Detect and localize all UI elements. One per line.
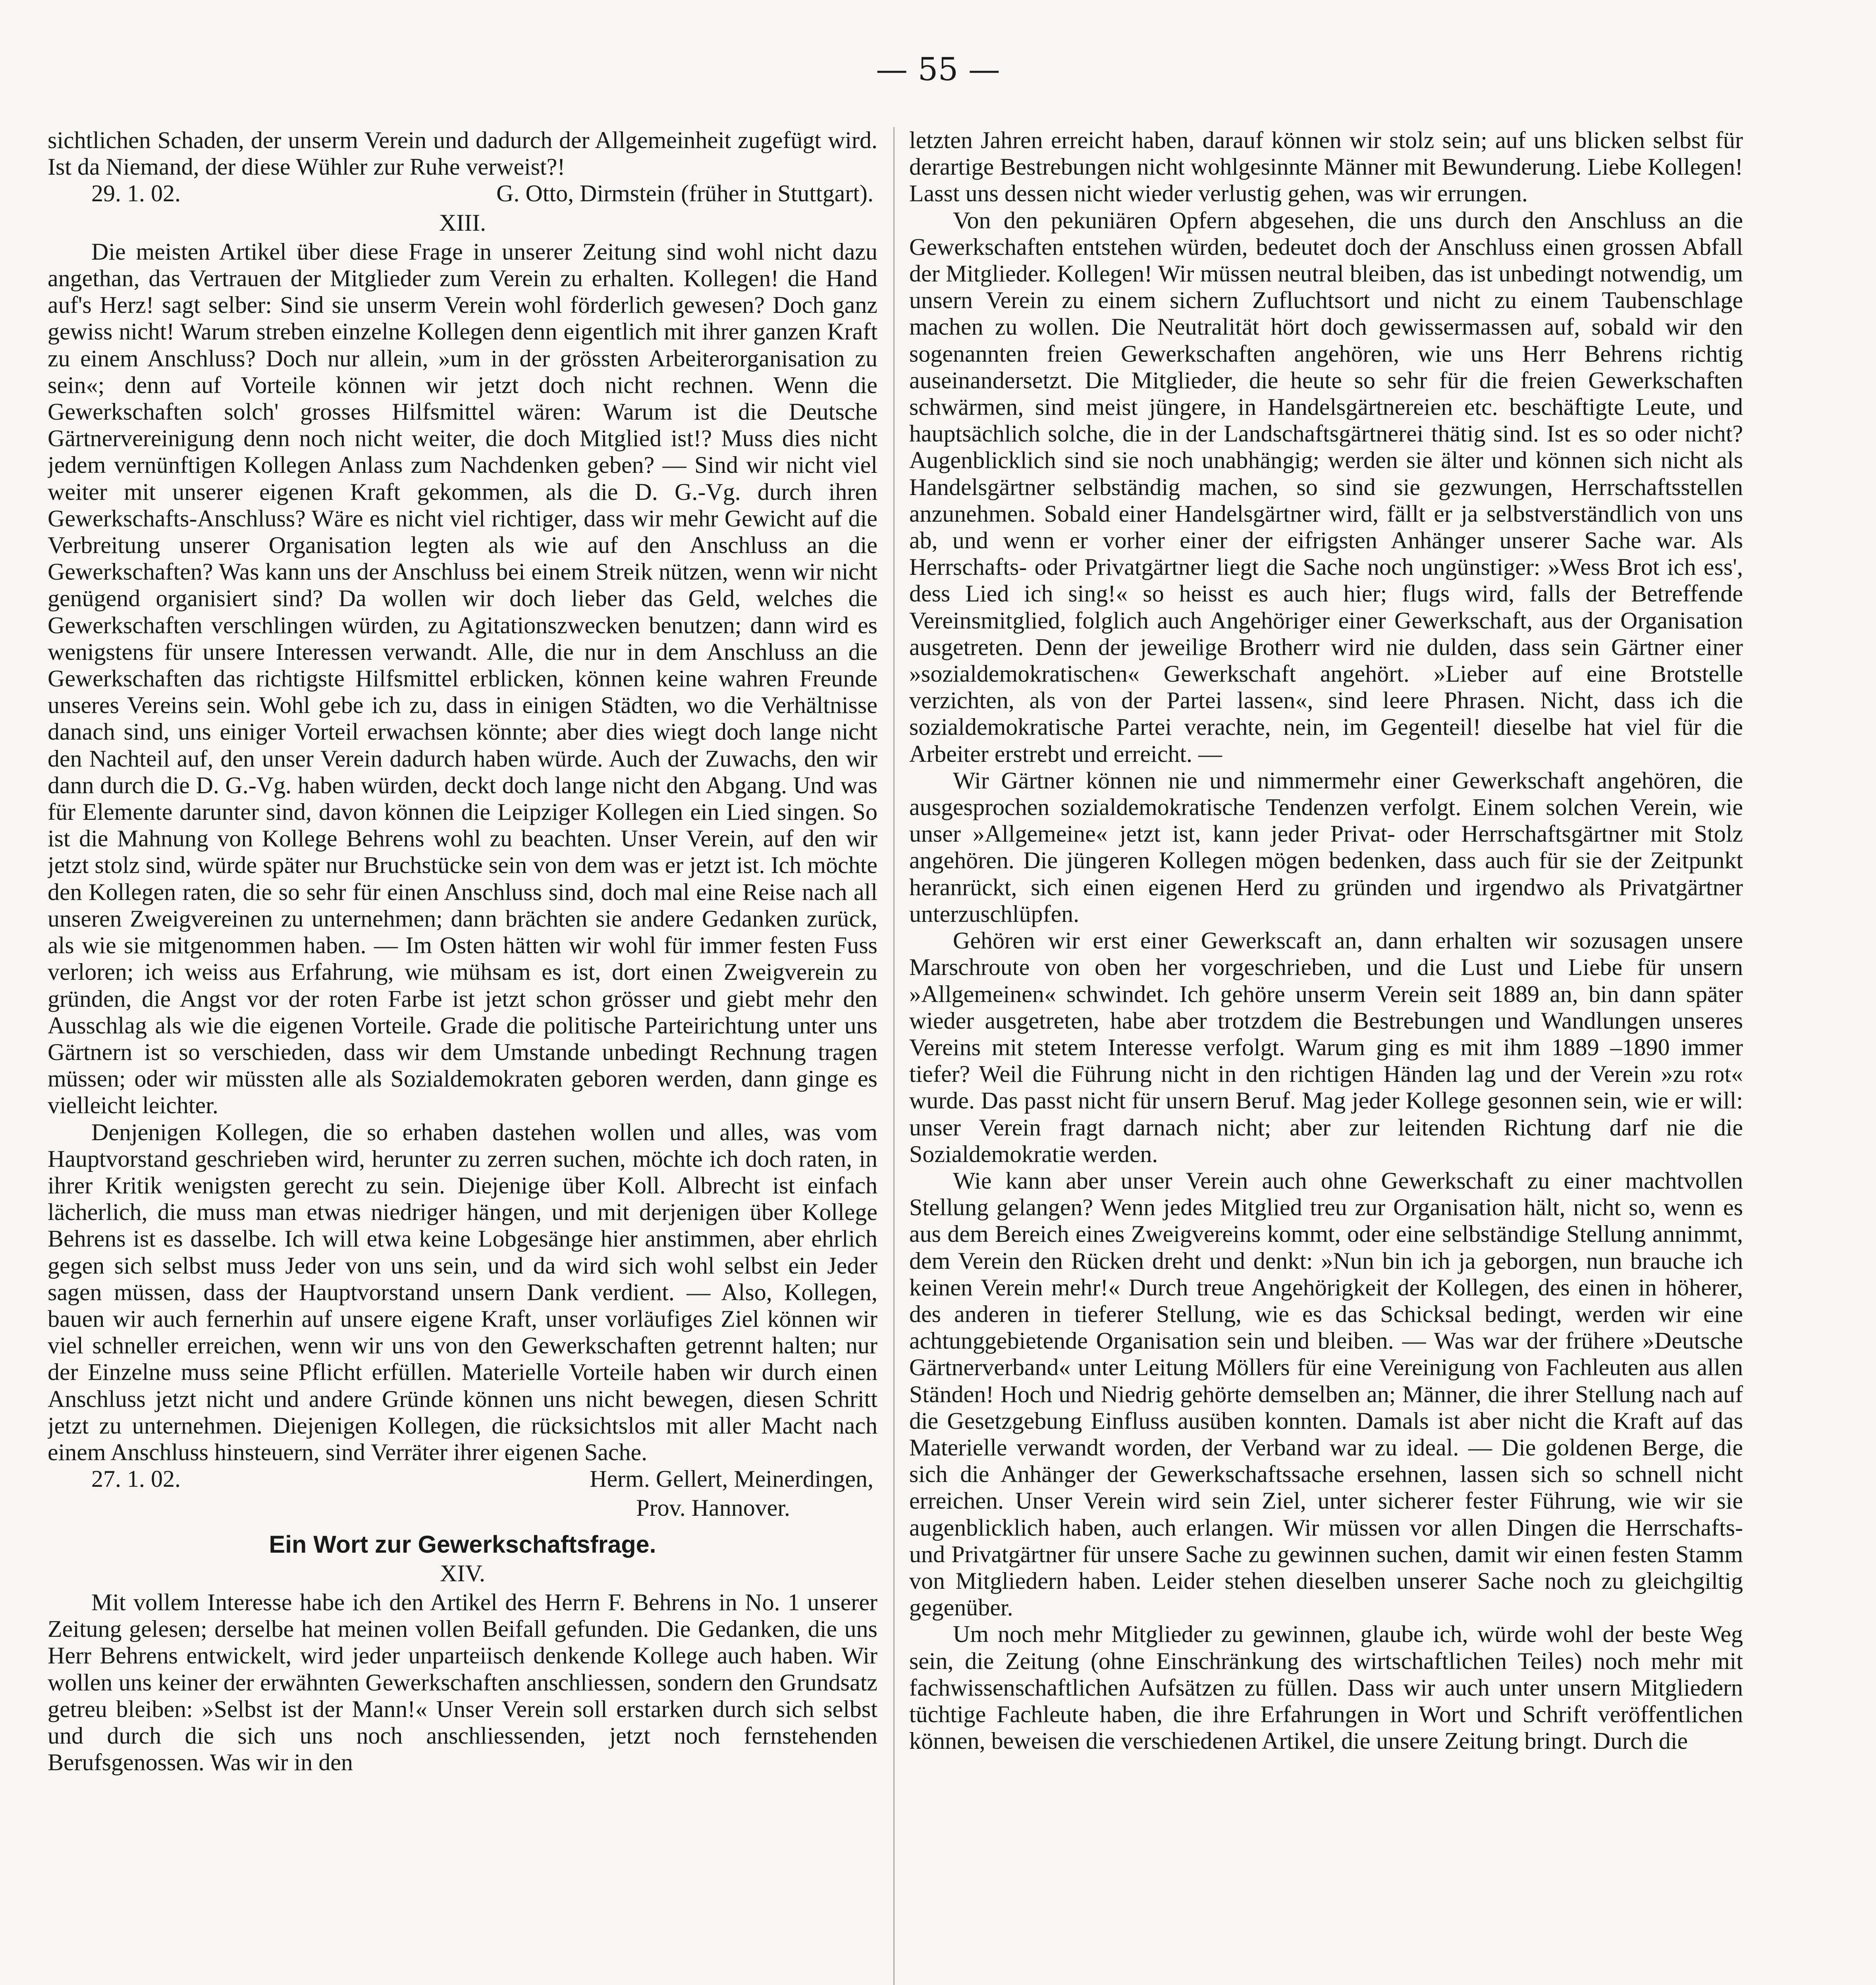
paragraph-right-5: Wie kann aber unser Verein auch ohne Gewerkschaft zu einer machtvollen Stellung gelangen? Wenn jedes Mitglied treu zur Organisation hält, nicht so, wenn es aus dem Bereich eines Zweigvereins kommt, oder eine selbständige Stellung annimmt, dem Verein den Rücken dreht und denkt: »Nun bin ich ja geborgen, nun brauche ich keinen Verein mehr!« Durch treue Angehörigkeit der Kollegen, des einen in höherer, des anderen in tieferer Stellung, wie es das Schicksal bedingt, werden wir eine achtunggebietende Organisation sein und bleiben. — Was war der frühere »Deutsche Gärtnerverband« unter Leitung Möllers für eine Vereinigung von Fachleuten aus allen Ständen! Hoch und Niedrig gehörte demselben an; Männer, die ihrer Stellung nach auf die Gesetzgebung Einfluss ausüben konnten. Damals ist aber nicht die Kraft auf das Materielle verwandt worden, der Verband war zu ideal. — Die goldenen Berge, die sich die Anhänger der Gewerkschaftssache ersehnen, lassen sich so schnell nicht erreichen. Unser Verein wird sein Ziel, unter sicherer fester Führung, wie wir sie augenblicklich haben, auch erlangen. Wir müssen vor allen Dingen die Herrschafts- und Privatgärtner für unsere Sache zu gewinnen suchen, damit wir einen festen Stamm von Mitgliedern haben. Leider stehen dieselben unserer Sache noch zu gleichgiltig gegenüber. — [909, 1167, 1743, 1621]
paragraph-right-6: Um noch mehr Mitglieder zu gewinnen, glaube ich, würde wohl der beste Weg sein, die Zeitung (ohne Einschränkung des wirtschaftlichen Teiles) noch mehr mit fachwissenschaftlichen Aufsätzen zu füllen. Dass wir auch unter unsern Mitgliedern tüchtige Fachleute haben, die ihre Erfahrungen in Wort und Schrift veröffentlichen können, beweisen die verschiedenen Artikel, die unsere Zeitung bringt. Durch die — [909, 1621, 1743, 1754]
signature-date: 27. 1. 02. — [91, 1466, 181, 1492]
signature-name: G. Otto, Dirmstein (früher in Stuttgart). — [496, 180, 873, 207]
paragraph-xiii-1: Die meisten Artikel über diese Frage in unserer Zeitung sind wohl nicht dazu angethan, das Vertrauen der Mitglieder zum Verein zu erhalten. Kollegen! die Hand auf's Herz! sagt selber: Sind sie unserm Verein wohl förderlich gewesen? Doch ganz gewiss nicht! Warum streben einzelne Kollegen denn eigentlich mit ihrer ganzen Kraft zu einem Anschluss? Doch nur allein, »um in der grössten Arbeiterorganisation zu sein«; denn auf Vorteile können wir jetzt doch nicht rechnen. Wenn die Gewerkschaften solch' grosses Hilfsmittel wären: Warum ist die Deutsche Gärtnervereinigung denn noch nicht weiter, die doch Mitglied ist!? Muss dies nicht jedem vernünftigen Kollegen Anlass zum Nachdenken geben? — Sind wir nicht viel weiter mit unserer eigenen Kraft gekommen, als die D. G.-Vg. durch ihren Gewerkschafts-Anschluss? Wäre es nicht viel richtiger, dass wir mehr Gewicht auf die Verbreitung unserer Organisation legten als wie auf den Anschluss an die Gewerkschaften? Was kann uns der Anschluss bei einem Streik nützen, wenn wir nicht genügend organisiert sind? Da wollen wir doch lieber das Geld, welches die Gewerkschaften verschlingen würden, zu Agitationszwecken benutzen; dann wird es wenigstens für unsere Interessen verwandt. Alle, die nur in dem Anschluss an die Gewerkschaften das richtigste Hilfsmittel erblicken, können keine wahren Freunde unseres Vereins sein. Wohl gebe ich zu, dass in einigen Städten, wo die Verhältnisse danach sind, uns einiger Vorteil erwachsen könnte; aber dies wiegt doch lange nicht den Nachteil auf, den unser Verein dadurch haben würde. Auch der Zuwachs, den wir dann durch die D. G.-Vg. haben würden, deckt doch lange nicht den Abgang. Und was für Elemente darunter sind, davon können die Leipziger Kollegen ein Lied singen. So ist die Mahnung von Kollege Behrens wohl zu beachten. Unser Verein, auf den wir jetzt stolz sind, würde später nur Bruchstücke sein von dem was er jetzt ist. Ich möchte den Kollegen raten, die so sehr für einen Anschluss sind, doch mal eine Reise nach all unseren Zweigvereinen zu unternehmen; dann brächten sie andere Gedanken zurück, als wie sie mitgenommen haben. — Im Osten hätten wir wohl für immer festen Fuss verloren; ich weiss aus Erfahrung, wie mühsam es ist, dort einen Zweigverein zu gründen, die Angst vor der roten Farbe ist jetzt schon grösser und giebt mehr den Ausschlag als wie die eigenen Vorteile. Grade die politische Parteirichtung unter uns Gärtnern ist so verschieden, dass wir dem Umstande unbedingt Rechnung tragen müssen; oder wir müssten alle als Sozialdemokraten geboren werden, dann ginge es vielleicht leichter. — [48, 238, 877, 1119]
paragraph-right-2: Von den pekuniären Opfern abgesehen, die uns durch den Anschluss an die Gewerkschaften entstehen würden, bedeutet doch der Anschluss einen grossen Abfall der Mitglieder. Kollegen! Wir müssen neutral bleiben, das ist unbedingt notwendig, um unsern Verein zu einem sichern Zufluchtsort und nicht zu einem Taubenschlage machen zu wollen. Die Neutralität hört doch gewissermassen auf, sobald wir den sogenannten freien Gewerkschaften angehören, wie uns Herr Behrens richtig auseinandersetzt. Die Mitglieder, die heute so sehr für die freien Gewerkschaften schwärmen, sind meist jüngere, in Handelsgärtnereien etc. beschäftigte Leute, und hauptsächlich solche, die in der Landschaftsgärtnerei thätig sind. Ist es so oder nicht? Augenblicklich sind sie noch unabhängig; werden sie älter und können sich nicht als Handelsgärtner selbständig machen, so sind sie gezwungen, Herrschaftsstellen anzunehmen. Sobald einer Handelsgärtner wird, fällt er ja selbstverständlich von uns ab, und wenn er vorher einer der eifrigsten Anhänger unserer Sache war. Als Herrschafts- oder Privatgärtner liegt die Sache noch ungünstiger: »Wess Brot ich ess', dess Lied ich sing!« so heisst es auch hier; flugs wird, falls der Betreffende Vereinsmitglied, folglich auch Angehöriger einer Gewerkschaft, aus der Organisation ausgetreten. Denn der jeweilige Brotherr wird nie dulden, dass sein Gärtner einer »sozialdemokratischen« Gewerkschaft angehört. »Lieber auf eine Brotstelle verzichten, als von der Partei lassen«, sind leere Phrasen. Nicht, dass ich die sozialdemokratische Partei verachte, nein, im Gegenteil! dieselbe hat viel für die Arbeiter erstrebt und erreicht. — — [909, 207, 1743, 767]
intro-paragraph: sichtlichen Schaden, der unserm Verein und dadurch der Allgemeinheit zugefügt wird. Ist da Niemand, der diese Wühler zur Ruhe verweist?! — [48, 127, 877, 180]
right-column — [909, 127, 1743, 1985]
article-heading: Ein Wort zur Gewerkschaftsfrage. — [269, 1530, 656, 1558]
signature-place: Prov. Hannover. — [636, 1495, 790, 1521]
signature-date: 29. 1. 02. — [91, 180, 181, 207]
paragraph-right-3: Wir Gärtner können nie und nimmermehr einer Gewerkschaft angehören, die ausgesprochen sozialdemokratische Tendenzen verfolgt. Einem solchen Verein, wie unser »Allgemeine« jetzt ist, kann jeder Privat- oder Herrschaftsgärtner mit Stolz angehören. Die jüngeren Kollegen mögen bedenken, dass auch für sie der Zeitpunkt heranrückt, sich einen eigenen Herd zu gründen und irgendwo als Privatgärtner unterzuschlüpfen. — [909, 767, 1743, 927]
paragraph-right-4: Gehören wir erst einer Gewerkscaft an, dann erhalten wir sozusagen unsere Marschroute von oben her vorgeschrieben, und die Lust und Liebe für unsern »Allgemeinen« schwindet. Ich gehöre unserm Verein seit 1889 an, bin dann später wieder ausgetreten, habe aber trotzdem die Bestrebungen und Wandlungen unseres Vereins mit stetem Interesse verfolgt. Warum ging es mit ihm 1889 –1890 immer tiefer? Weil die Führung nicht in den richtigen Händen lag und der Verein »zu rot« wurde. Das passt nicht für unsern Beruf. Mag jeder Kollege gesonnen sein, wie er will: unser Verein fragt darnach nicht; aber zur leitenden Richtung darf nie die Sozialdemokratie werden. — [909, 927, 1743, 1167]
signature-otto — [48, 180, 877, 207]
page-number: — 55 — — [876, 51, 1000, 88]
section-numeral-xiv: XIV. — [440, 1560, 485, 1586]
paragraph-xiv-1: Mit vollem Interesse habe ich den Artikel des Herrn F. Behrens in No. 1 unserer Zeitung gelesen; derselbe hat meinen vollen Beifall gefunden. Die Gedanken, die uns Herr Behrens entwickelt, wird jeder unparteiisch denkende Kollege auch haben. Wir wollen uns keiner der erwähnten Gewerkschaften anschliessen, sondern den Grundsatz getreu bleiben: »Selbst ist der Mann!« Unser Verein soll erstarken durch sich selbst und durch die sich uns noch anschliessenden, jetzt noch fernstehenden Berufsgenossen. Was wir in den — [48, 1589, 877, 1776]
left-column — [48, 127, 877, 1985]
signature-name: Herm. Gellert, Meinerdingen, — [590, 1466, 873, 1492]
paragraph-xiii-2: Denjenigen Kollegen, die so erhaben dastehen wollen und alles, was vom Hauptvorstand geschrieben wird, herunter zu zerren suchen, möchte ich doch raten, in ihrer Kritik wenigsten gerecht zu sein. Diejenige über Koll. Albrecht ist einfach lächerlich, die muss man etwas niedriger hängen, und mit derjenigen über Kollege Behrens ist es dasselbe. Ich will etwa keine Lobgesänge hier anstimmen, aber ehrlich gegen sich selbst muss Jeder von uns sein, und da wird sich wohl selbst ein Jeder sagen müssen, dass der Hauptvorstand unsern Dank verdient. — Also, Kollegen, bauen wir auch fernerhin auf unsere eigene Kraft, unser vorläufiges Ziel können wir viel schneller erreichen, wenn wir uns von den Gewerkschaften getrennt halten; nur der Einzelne muss seine Pflicht erfüllen. Materielle Vorteile haben wir durch einen Anschluss jetzt nicht und andere Gründe können uns nicht bewegen, diesen Schritt jetzt zu unternehmen. Diejenigen Kollegen, die rücksichtslos mit aller Macht nach einem Anschluss hinsteuern, sind Verräter ihrer eigenen Sache. — [48, 1119, 877, 1465]
column-divider — [893, 127, 895, 1985]
signature-gellert — [48, 1466, 877, 1492]
paragraph-continued: letzten Jahren erreicht haben, darauf können wir stolz sein; auf uns blicken selbst für derartige Bestrebungen nicht wohlgesinnte Männer mit Bewunderung. Liebe Kollegen! Lasst uns dessen nicht wieder verlustig gehen, was wir errungen. — [909, 127, 1743, 207]
section-numeral-xiii: XIII. — [439, 209, 486, 236]
